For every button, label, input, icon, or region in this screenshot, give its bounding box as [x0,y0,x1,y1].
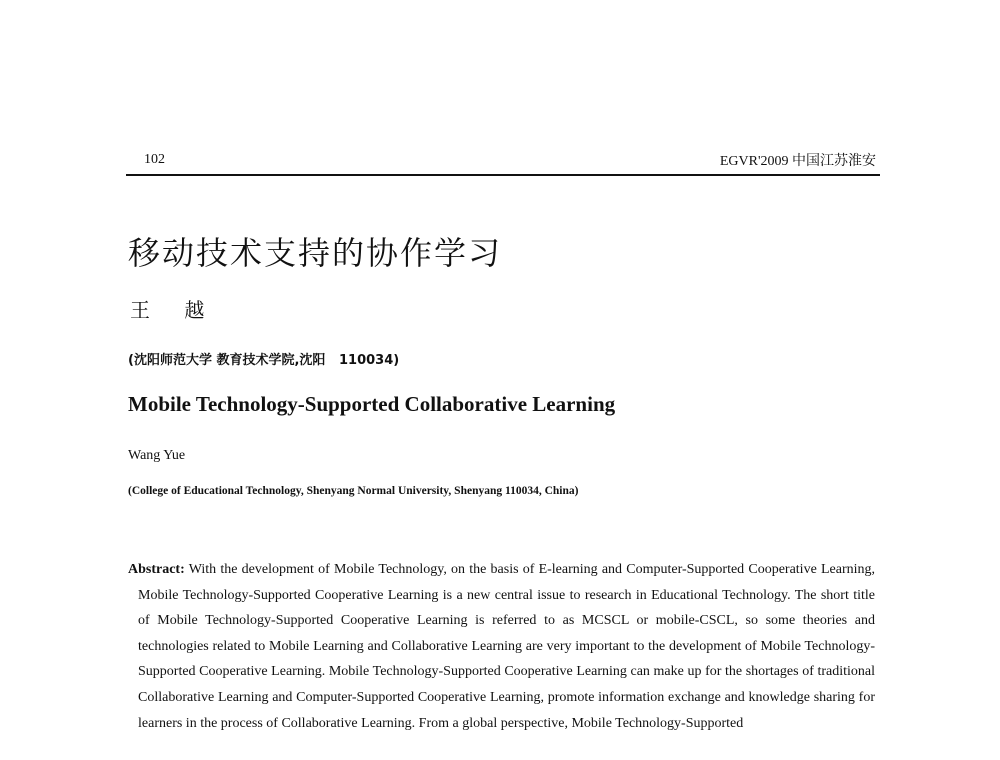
page-number: 102 [144,152,165,167]
abstract-text: With the development of Mobile Technology, on the basis of E-learning and Computer-Supported Cooperative Learning, Mobile Technology-Supported Cooperative Learning is a new central issue to research in Educational Technology. The short title of Mobile Technology-Supported Cooperative Learning is referred to as MCSCL or mobile-CSCL, so some theories and technologies related to Mobile Learning and Collaborative Learning are very important to the development of Mobile Technology-Supported Cooperative Learning. Mobile Technology-Supported Cooperative Learning can make up for the shortages of traditional Collaborative Learning and Computer-Supported Cooperative Learning, promote information exchange and knowledge sharing for learners in the process of Collaborative Learning. From a global perspective, Mobile Technology-Supported [138,562,876,731]
english-affiliation: (College of Educational Technology, Shenyang Normal University, Shenyang 110034, China) [128,485,579,497]
chinese-author: 王 越 [130,298,219,322]
running-head: EGVR'2009 中国江苏淮安 [719,154,876,169]
abstract [128,557,875,736]
english-title: Mobile Technology-Supported Collaborative Learning [128,392,616,416]
english-author: Wang Yue [128,448,186,463]
abstract-paragraph [128,557,875,736]
chinese-affiliation: (沈阳师范大学 教育技术学院,沈阳 110034) [128,353,400,368]
chinese-title: 移动技术支持的协作学习 [128,234,503,272]
header-rule [126,174,880,176]
abstract-label: Abstract: [128,562,185,577]
